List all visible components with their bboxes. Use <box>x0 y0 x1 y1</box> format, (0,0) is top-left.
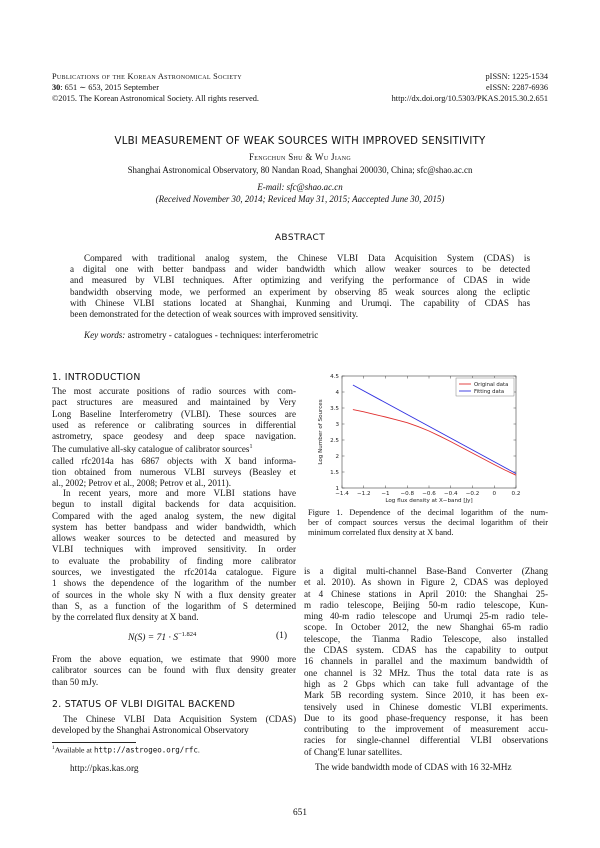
text-line: The most accurate positions of radio sources with com- <box>52 386 296 396</box>
intro-paragraph-1 <box>52 386 296 490</box>
footnote-rule <box>52 742 136 743</box>
footnote <box>52 744 200 755</box>
text-line: sources, we investigated the rfc2014a catalogue. Figure <box>52 567 296 578</box>
text-line: Due to its good phase-frequency response, it has been <box>304 712 548 723</box>
status-paragraph-1 <box>52 714 296 737</box>
x-tick-label: −0.6 <box>422 491 436 497</box>
footnote-ref[interactable]: 1 <box>249 444 253 451</box>
received-dates: (Received November 30, 2014; Reviced May 31, 2015; Aaccepted June 30, 2015) <box>155 194 445 204</box>
footnote-suffix: . <box>197 745 200 755</box>
intro-paragraph-2 <box>52 488 296 624</box>
legend-label: Original data <box>474 382 509 388</box>
y-tick-label: 2 <box>335 454 339 460</box>
keywords <box>84 330 318 340</box>
abstract-line: Compared with traditional analog system, the Chinese VLBI Data Acquisition System (CDAS) is <box>84 253 530 263</box>
status-paragraph-2 <box>304 566 548 773</box>
section-heading-introduction: 1. INTRODUCTION <box>52 372 141 383</box>
text-line: scope. In October 2012, the new Shanghai 65-m radio <box>304 622 548 633</box>
eissn: eISSN: 2287-6936 <box>486 83 548 92</box>
abstract-line: bandwidth observing mode, we performed an experiment by observing 85 weak sources along the ecliptic <box>70 286 530 297</box>
text-span: The cumulative all-sky catalogue of calibrator sources <box>52 444 250 455</box>
journal-name: Publications of the Korean Astronomical Society <box>52 72 242 81</box>
text-line: at 4 Chinese stations in April 2010: the Shanghai 25- <box>304 588 548 599</box>
text-line: contributing to the improvement of measurement accu- <box>304 724 548 735</box>
x-tick-label: 0.2 <box>511 491 521 497</box>
caption-line: minimum correlated flux density at X band. <box>308 528 454 538</box>
text-line: the CDAS system. CDAS has the capability to output <box>304 645 548 656</box>
copyright-line: ©2015. The Korean Astronomical Society. All rights reserved. <box>52 94 260 103</box>
paper-title: VLBI MEASUREMENT OF WEAK SOURCES WITH IMPROVED SENSITIVITY <box>114 136 486 147</box>
series-line-fitting <box>353 385 516 474</box>
text-line: begun to install digital backends for data acquisition. <box>52 499 296 510</box>
equation-number: (1) <box>276 631 288 641</box>
authors: Fengchun Shu & Wu Jiang <box>248 152 352 162</box>
y-tick-label: 2.5 <box>330 438 339 444</box>
page-number: 651 <box>293 808 307 818</box>
legend-label: Fitting data <box>474 389 505 395</box>
text-line: tensively used in Chinese domestic VLBI experiments. <box>304 701 548 712</box>
affiliation: Shanghai Astronomical Observatory, 80 Nandan Road, Shanghai 200030, China; sfc@shao.ac.cn <box>127 165 473 175</box>
figure-1-caption <box>308 508 548 539</box>
text-line: pact structures are measured and maintained by Very <box>52 397 296 408</box>
text-line: The Chinese VLBI Data Acquisition System (CDAS) <box>63 714 296 724</box>
text-line: developed by the Shanghai Astronomical Observatory <box>52 725 249 736</box>
text-line: by the correlated flux density at X band. <box>52 612 199 623</box>
abstract-line: with Chinese VLBI stations located at Shanghai, Kunming and Urumqi. The capability of CDAS has <box>70 297 530 308</box>
equation <box>128 631 196 643</box>
footnote-prefix: Available at <box>54 745 95 755</box>
text-line: VLBI techniques with improved sensitivity. In order <box>52 544 296 555</box>
x-axis-label: Log flux density at X−band [Jy] <box>385 498 473 504</box>
figure-1-chart <box>304 370 548 504</box>
text-line: From the above equation, we estimate that 9900 more <box>52 654 296 664</box>
text-line: high as 2 Gbps which can take full advantage of the <box>304 678 548 689</box>
doi-link[interactable]: http://dx.doi.org/10.5303/PKAS.2015.30.2.651 <box>391 94 548 103</box>
keywords-text: astrometry - catalogues - techniques: interferometric <box>127 330 319 340</box>
text-line: to evaluate the probability of finding more calibrator <box>52 555 296 566</box>
text-line: than 50 mJy. <box>52 676 99 687</box>
text-line: tion obtained from numerous VLBI surveys (Beasley et <box>52 467 296 478</box>
abstract-body <box>70 253 530 320</box>
text-line: Long Baseline Interferometry (VLBI). These sources are <box>52 408 296 419</box>
text-line: In recent years, more and more VLBI stations have <box>63 488 296 498</box>
text-line: system has better bandpass and wider bandwidth, which <box>52 521 296 532</box>
text-line <box>52 442 296 455</box>
y-tick-label: 4 <box>335 390 339 396</box>
equation-exponent: −1.824 <box>177 631 197 638</box>
y-axis-label: Log Number of Sources <box>318 399 324 465</box>
figure-1 <box>304 370 548 504</box>
text-line: allows weaker sources to be detected and measured by <box>52 533 296 544</box>
text-line: Compared with the aged analog system, the new digital <box>52 510 296 521</box>
text-line: called rfc2014a has 6867 objects with X band informa- <box>52 455 296 466</box>
abstract-line: and measured by VLBI techniques. After optimizing and verifying the performance of CDAS in wide <box>70 275 530 286</box>
text-line: one channel is 32 MHz. Thus the total data rate is as <box>304 667 548 678</box>
y-tick-label: 1.5 <box>330 470 339 476</box>
keywords-label: Key words: <box>84 330 126 340</box>
footnote-mark: 1 <box>52 745 55 751</box>
footnote-url[interactable]: http://astrogeo.org/rfc <box>94 745 198 755</box>
text-line: et al. 2010). As shown in Figure 2, CDAS was deployed <box>304 577 548 588</box>
equation-body: N(S) = 71 · S <box>128 633 178 644</box>
text-line: telescope, the Tianma Radio Telescope, also installed <box>304 633 548 644</box>
caption-line: Figure 1. Dependence of the decimal logarithm of the num- <box>308 508 548 517</box>
caption-line: ber of compact sources versus the decimal logarithm of their <box>308 518 548 528</box>
footer-url[interactable]: http://pkas.kas.org <box>70 764 139 774</box>
text-line: The wide bandwidth mode of CDAS with 16 32-MHz <box>315 762 512 773</box>
x-tick-label: −1.2 <box>356 491 371 497</box>
text-line: is a digital multi-channel Base-Band Converter (Zhang <box>304 566 548 576</box>
text-line: used as reference or calibrating sources in differential <box>52 419 296 430</box>
text-line: ming 40-m radio telescope and Urumqi 25-m radio tele- <box>304 611 548 622</box>
x-tick-label: −0.8 <box>400 491 415 497</box>
text-line: m radio telescope, Beijing 50-m radio telescope, Kun- <box>304 599 548 610</box>
x-tick-label: −1.4 <box>335 491 349 497</box>
abstract-line: a digital one with better bandpass and wider bandwidth which allow weaker sources to be detected <box>70 264 530 275</box>
section-heading-status: 2. STATUS OF VLBI DIGITAL BACKEND <box>52 699 236 710</box>
text-line: astrometry, space geodesy and deep space navigation. <box>52 431 296 442</box>
y-tick-label: 3.5 <box>330 406 339 412</box>
y-tick-label: 4.5 <box>330 374 339 380</box>
x-tick-label: 0 <box>492 491 497 497</box>
intro-paragraph-3 <box>52 654 296 688</box>
text-line: than S, as a function of the logarithm of S determined <box>52 600 296 611</box>
text-line: al., 2002; Petrov et al., 2008; Petrov et al., 2011). <box>52 478 231 489</box>
volume-pages: 30: 651 ∼ 653, 2015 September <box>52 83 159 92</box>
abstract-line: been demonstrated for the detection of weak sources with improved sensitivity. <box>70 309 359 320</box>
text-line: racies for single-channel differential VLBI observations <box>304 735 548 746</box>
text-line: 1 shows the dependence of the logarithm of the number <box>52 578 296 589</box>
pissn: pISSN: 1225-1534 <box>485 72 548 81</box>
abstract-heading: ABSTRACT <box>274 233 326 243</box>
text-line: Mark 5B recording system. Since 2010, it has been ex- <box>304 690 548 701</box>
x-tick-label: −0.2 <box>465 491 480 497</box>
y-tick-label: 3 <box>335 422 339 428</box>
series-line-original <box>353 410 516 476</box>
text-line: calibrator sources can be found with flux density greater <box>52 665 296 676</box>
x-tick-label: −1 <box>381 491 390 497</box>
x-tick-label: −0.4 <box>443 491 458 497</box>
text-line: of sources in the whole sky N with a flux density greater <box>52 589 296 600</box>
text-line: of Chang'E lunar satellites. <box>304 746 403 757</box>
y-tick-label: 1 <box>335 486 339 492</box>
email: E-mail: sfc@shao.ac.cn <box>257 182 343 192</box>
text-line: 16 channels in parallel and the maximum bandwidth of <box>304 656 548 667</box>
